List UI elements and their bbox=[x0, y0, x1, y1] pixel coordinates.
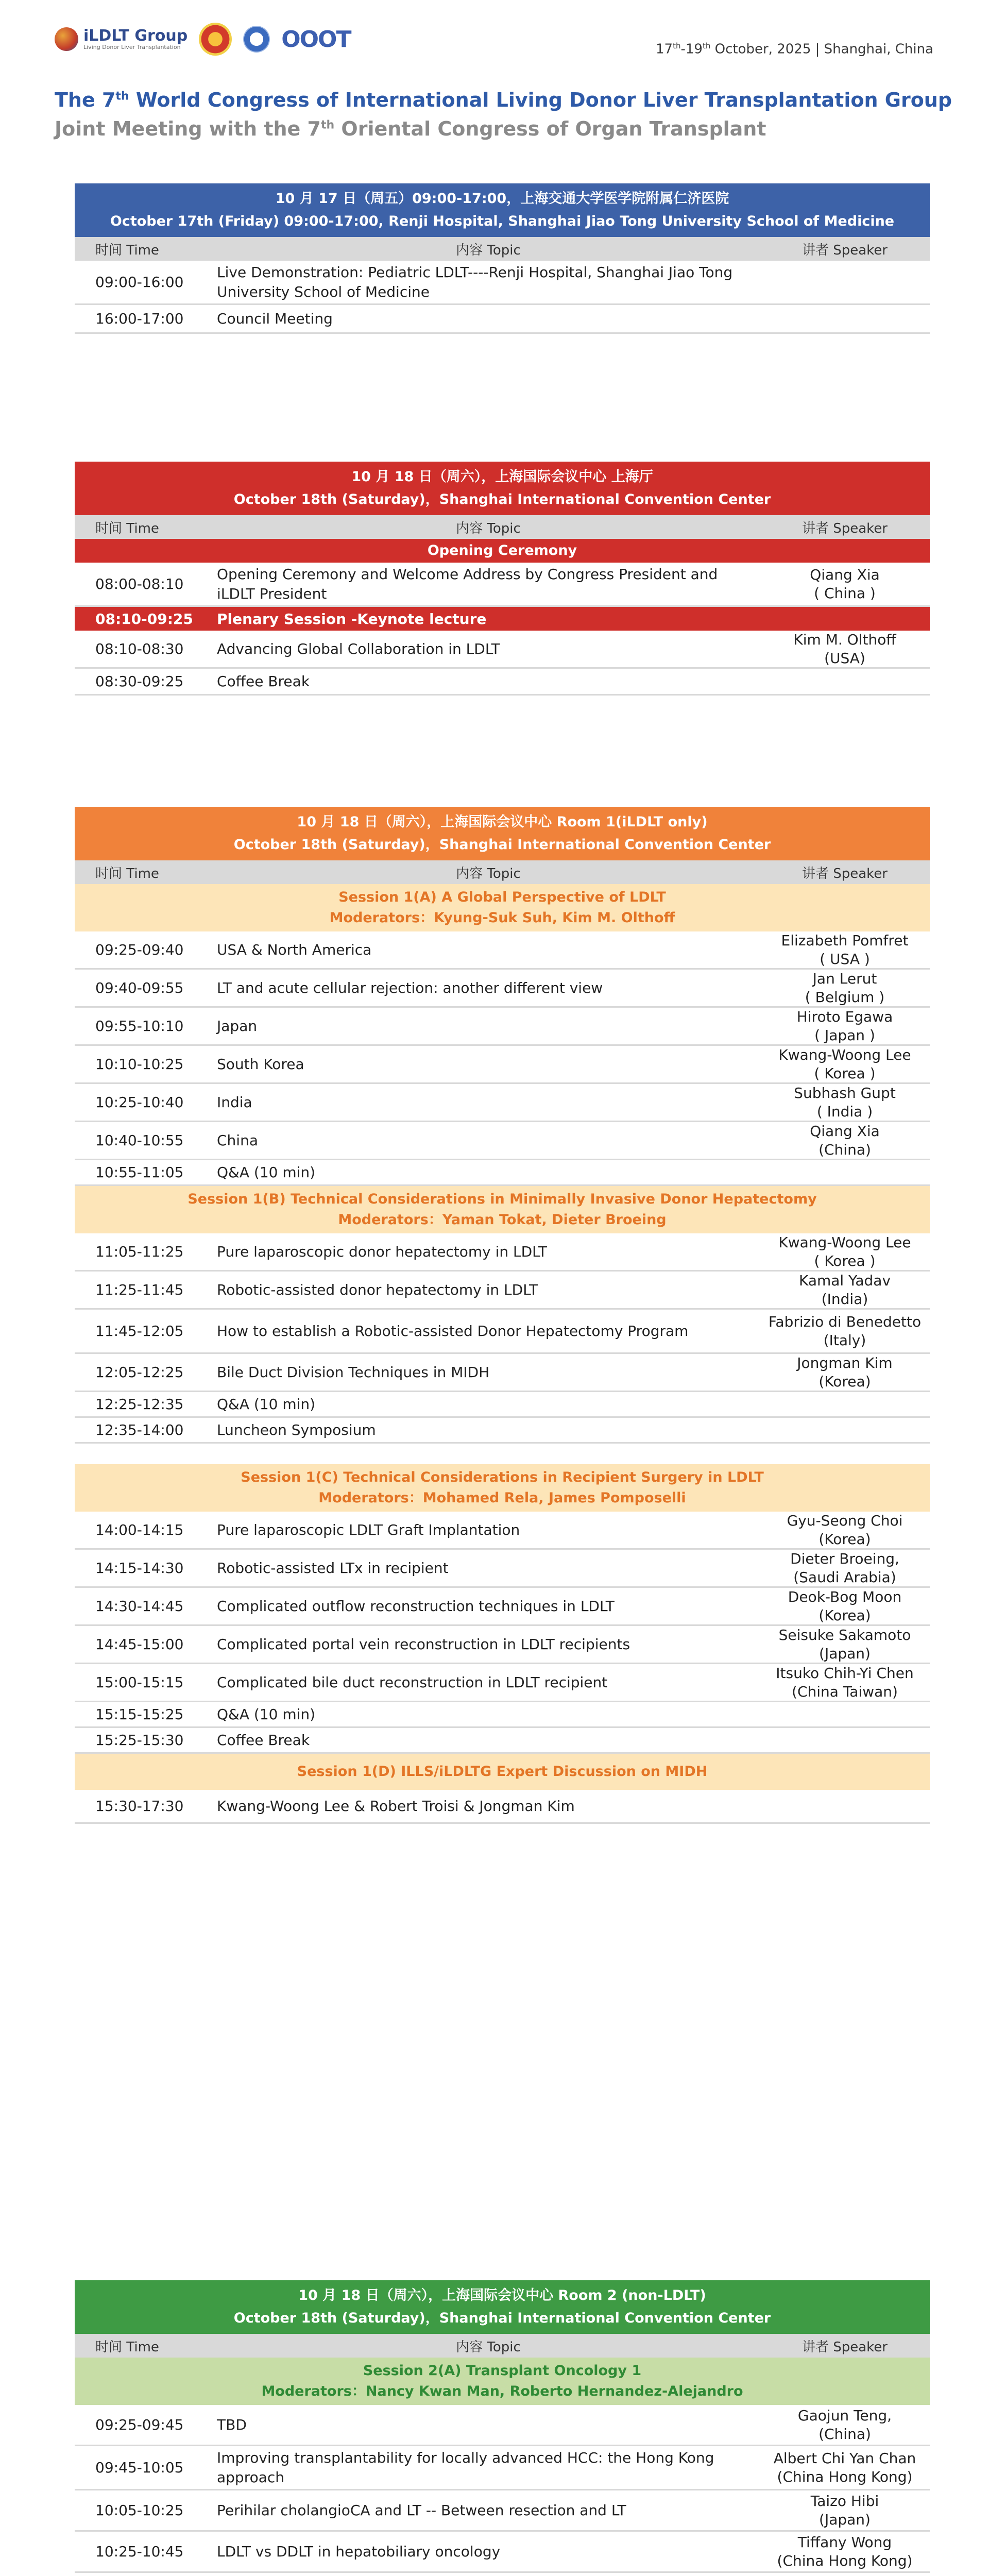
row-topic: USA & North America bbox=[217, 941, 372, 958]
row-speaker: Kim M. Olthoff (USA) bbox=[793, 631, 896, 667]
row-speaker: Jongman Kim (Korea) bbox=[797, 1354, 893, 1390]
row-topic: South Korea bbox=[217, 1055, 304, 1073]
row-topic: Improving transplantability for locally advanced HCC: the Hong Kong approach bbox=[217, 2449, 714, 2486]
schedule-row bbox=[75, 631, 930, 669]
day-header bbox=[75, 2280, 930, 2334]
column-topic: 内容 Topic bbox=[456, 242, 521, 258]
schedule-row bbox=[75, 2446, 930, 2490]
row-speaker: Kwang-Woong Lee ( Korea ) bbox=[778, 1233, 911, 1269]
row-topic: Bile Duct Division Techniques in MIDH bbox=[217, 1363, 490, 1381]
row-time: 09:25-09:45 bbox=[95, 2416, 184, 2433]
column-header bbox=[75, 860, 930, 884]
schedule-row bbox=[75, 1588, 930, 1626]
row-speaker: Subhash Gupt ( India ) bbox=[794, 1084, 896, 1120]
ildlt-logo-name: iLDLT Group bbox=[83, 26, 188, 45]
row-time: 10:55-11:05 bbox=[95, 1164, 184, 1181]
row-time: 11:25-11:45 bbox=[95, 1281, 184, 1298]
row-speaker: Albert Chi Yan Chan (China Hong Kong) bbox=[773, 2449, 916, 2485]
day-header-cn: 10 月 18 日（周六），上海国际会议中心 上海厅 bbox=[351, 469, 653, 485]
row-time: 10:25-10:45 bbox=[95, 2543, 184, 2560]
row-time: 15:15-15:25 bbox=[95, 1706, 184, 1723]
schedule-row bbox=[75, 1728, 930, 1754]
schedule-row bbox=[75, 563, 930, 607]
schedule-row bbox=[75, 1233, 930, 1272]
day-header bbox=[75, 183, 930, 237]
row-topic: Robotic-assisted LTx in recipient bbox=[217, 1559, 449, 1577]
session-title: Session 1(C) Technical Considerations in Recipient Surgery in LDLT bbox=[241, 1469, 764, 1485]
session-header bbox=[75, 1186, 930, 1233]
session-header bbox=[75, 2358, 930, 2405]
day-header-cn: 10 月 18 日（周六），上海国际会议中心 Room 1(iLDLT only) bbox=[297, 814, 708, 830]
row-speaker: Hiroto Egawa ( Japan ) bbox=[796, 1008, 893, 1044]
day-header-en: October 18th (Saturday)，Shanghai International Convention Center bbox=[233, 492, 771, 507]
schedule-row bbox=[75, 305, 930, 334]
section-gap bbox=[75, 1444, 930, 1464]
row-topic: Robotic-assisted donor hepatectomy in LDLT bbox=[217, 1281, 538, 1298]
row-topic: Japan bbox=[217, 1017, 258, 1035]
row-topic: Advancing Global Collaboration in LDLT bbox=[217, 640, 500, 657]
day-header bbox=[75, 462, 930, 515]
row-time: 15:25-15:30 bbox=[95, 1732, 184, 1749]
congress-subtitle: Joint Meeting with the 7th Oriental Congress of Organ Transplant bbox=[55, 117, 766, 140]
row-speaker: Jan Lerut ( Belgium ) bbox=[805, 970, 885, 1006]
schedule-row bbox=[75, 1418, 930, 1444]
schedule-row bbox=[75, 970, 930, 1008]
row-topic: LDLT vs DDLT in hepatobiliary oncology bbox=[217, 2543, 501, 2560]
ildlt-mark-icon bbox=[55, 27, 78, 51]
column-time: 时间 Time bbox=[95, 866, 159, 882]
schedule-row bbox=[75, 1272, 930, 1310]
schedule-block-3 bbox=[75, 807, 930, 1824]
row-time: 08:10-08:30 bbox=[95, 640, 184, 657]
row-topic: Q&A (10 min) bbox=[217, 1163, 316, 1181]
row-topic: How to establish a Robotic-assisted Donor Hepatectomy Program bbox=[217, 1322, 689, 1340]
row-topic: China bbox=[217, 1131, 258, 1149]
session-title: Session 1(A) A Global Perspective of LDLT bbox=[338, 889, 666, 905]
schedule-row bbox=[75, 2405, 930, 2446]
row-topic: Complicated portal vein reconstruction in LDLT recipients bbox=[217, 1635, 630, 1653]
row-time: 11:45-12:05 bbox=[95, 1323, 184, 1340]
ceremony-band: Opening Ceremony bbox=[75, 539, 930, 563]
row-speaker: Kamal Yadav (India) bbox=[798, 1272, 891, 1308]
row-topic: Plenary Session -Keynote lecture bbox=[217, 610, 487, 628]
row-speaker: Gyu-Seong Choi (Korea) bbox=[787, 1512, 903, 1548]
day-header-en: October 18th (Saturday)，Shanghai International Convention Center bbox=[233, 837, 771, 853]
day-header-cn: 10 月 17 日（周五）09:00-17:00，上海交通大学医学院附属仁济医院 bbox=[275, 191, 729, 207]
column-header bbox=[75, 515, 930, 539]
plenary-row bbox=[75, 607, 930, 631]
row-time: 12:05-12:25 bbox=[95, 1364, 184, 1381]
day-header-en: October 18th (Saturday)，Shanghai International Convention Center bbox=[233, 2310, 771, 2326]
event-dateline: 17th-19th October, 2025 | Shanghai, China bbox=[656, 41, 933, 57]
schedule-row bbox=[75, 1392, 930, 1418]
row-time: 08:10-09:25 bbox=[95, 610, 193, 628]
schedule-row bbox=[75, 1550, 930, 1588]
row-time: 10:10-10:25 bbox=[95, 1056, 184, 1073]
schedule-row bbox=[75, 931, 930, 970]
schedule-row bbox=[75, 2532, 930, 2573]
session-header bbox=[75, 1754, 930, 1790]
schedule-block-2 bbox=[75, 462, 930, 696]
schedule-row bbox=[75, 1702, 930, 1728]
column-speaker: 讲者 Speaker bbox=[802, 520, 888, 536]
column-time: 时间 Time bbox=[95, 520, 159, 536]
row-topic: Q&A (10 min) bbox=[217, 1395, 316, 1413]
day-header-cn: 10 月 18 日（周六），上海国际会议中心 Room 2 (non-LDLT) bbox=[298, 2287, 706, 2303]
row-time: 08:30-09:25 bbox=[95, 673, 184, 690]
row-topic: LT and acute cellular rejection: another different view bbox=[217, 979, 603, 996]
row-time: 14:00-14:15 bbox=[95, 1521, 184, 1538]
row-time: 11:05-11:25 bbox=[95, 1243, 184, 1260]
row-topic: Q&A (10 min) bbox=[217, 1705, 316, 1723]
row-topic: Perihilar cholangioCA and LT -- Between resection and LT bbox=[217, 2501, 626, 2519]
row-time: 09:55-10:10 bbox=[95, 1018, 184, 1035]
row-time: 16:00-17:00 bbox=[95, 310, 184, 327]
schedule-row bbox=[75, 1084, 930, 1122]
schedule-row bbox=[75, 1664, 930, 1702]
row-topic: Council Meeting bbox=[217, 310, 333, 327]
column-speaker: 讲者 Speaker bbox=[802, 866, 888, 882]
row-time: 10:05-10:25 bbox=[95, 2502, 184, 2519]
row-time: 15:30-17:30 bbox=[95, 1798, 184, 1815]
row-speaker: Gaojun Teng, (China) bbox=[797, 2406, 892, 2443]
day-header-en: October 17th (Friday) 09:00-17:00, Renji Hospital, Shanghai Jiao Tong University School of Medicine bbox=[110, 213, 895, 229]
column-header bbox=[75, 237, 930, 261]
row-topic: Luncheon Symposium bbox=[217, 1421, 376, 1438]
schedule-row bbox=[75, 1046, 930, 1084]
row-speaker: Tiffany Wong (China Hong Kong) bbox=[777, 2533, 913, 2569]
row-topic: Coffee Break bbox=[217, 1731, 310, 1749]
session-moderators: Moderators：Nancy Kwan Man, Roberto Hernandez-Alejandro bbox=[261, 2383, 743, 2399]
row-topic: India bbox=[217, 1093, 252, 1111]
day-header bbox=[75, 807, 930, 860]
schedule-row bbox=[75, 1008, 930, 1046]
row-topic: Pure laparoscopic LDLT Graft Implantation bbox=[217, 1521, 520, 1538]
schedule-row bbox=[75, 1354, 930, 1392]
row-time: 12:35-14:00 bbox=[95, 1421, 184, 1438]
column-speaker: 讲者 Speaker bbox=[802, 242, 888, 258]
row-speaker: Fabrizio di Benedetto (Italy) bbox=[768, 1313, 922, 1349]
row-speaker: Dieter Broeing, (Saudi Arabia) bbox=[790, 1550, 899, 1586]
row-time: 09:40-09:55 bbox=[95, 979, 184, 996]
session-title: Session 1(B) Technical Considerations in Minimally Invasive Donor Hepatectomy bbox=[187, 1191, 817, 1207]
row-speaker: Qiang Xia ( China ) bbox=[810, 566, 880, 602]
ildlt-logo-sub: Living Donor Liver Transplantation bbox=[83, 43, 181, 50]
ooot-logo: OOOT bbox=[281, 26, 351, 53]
session-header bbox=[75, 884, 930, 931]
session-moderators: Moderators：Mohamed Rela, James Pomposelli bbox=[318, 1490, 686, 1506]
row-topic: Live Demonstration: Pediatric LDLT----Renji Hospital, Shanghai Jiao Tong University School of Medicine bbox=[217, 263, 733, 300]
schedule-block-4 bbox=[75, 2280, 930, 2576]
row-topic: Complicated outflow reconstruction techniques in LDLT bbox=[217, 1597, 615, 1615]
column-topic: 内容 Topic bbox=[456, 2339, 521, 2355]
schedule-row bbox=[75, 1626, 930, 1664]
row-topic: TBD bbox=[217, 2416, 247, 2433]
row-time: 08:00-08:10 bbox=[95, 575, 184, 592]
column-time: 时间 Time bbox=[95, 242, 159, 258]
row-speaker: Itsuko Chih-Yi Chen (China Taiwan) bbox=[776, 1664, 914, 1700]
session-title: Session 1(D) ILLS/iLDLTG Expert Discussion on MIDH bbox=[297, 1764, 708, 1780]
column-topic: 内容 Topic bbox=[456, 866, 521, 882]
row-time: 15:00-15:15 bbox=[95, 1674, 184, 1691]
row-time: 12:25-12:35 bbox=[95, 1396, 184, 1413]
session-moderators: Moderators：Yaman Tokat, Dieter Broeing bbox=[338, 1212, 667, 1228]
society-badge-icon bbox=[199, 23, 232, 56]
column-time: 时间 Time bbox=[95, 2339, 159, 2355]
schedule-row bbox=[75, 261, 930, 305]
row-time: 14:30-14:45 bbox=[95, 1598, 184, 1615]
row-time: 14:15-14:30 bbox=[95, 1560, 184, 1577]
schedule-row bbox=[75, 1790, 930, 1824]
row-topic: Opening Ceremony and Welcome Address by Congress President and iLDLT President bbox=[217, 565, 718, 602]
session-moderators: Moderators：Kyung-Suk Suh, Kim M. Olthoff bbox=[329, 910, 675, 926]
column-header bbox=[75, 2334, 930, 2358]
logo-strip bbox=[55, 23, 350, 56]
schedule-row bbox=[75, 1310, 930, 1354]
row-time: 09:00-16:00 bbox=[95, 274, 184, 291]
row-topic: Coffee Break bbox=[217, 672, 310, 690]
row-time: 10:25-10:40 bbox=[95, 1094, 184, 1111]
session-title: Session 2(A) Transplant Oncology 1 bbox=[363, 2363, 642, 2379]
row-topic: Pure laparoscopic donor hepatectomy in LDLT bbox=[217, 1243, 548, 1260]
schedule-row bbox=[75, 1160, 930, 1186]
column-speaker: 讲者 Speaker bbox=[802, 2339, 888, 2355]
row-speaker: Seisuke Sakamoto (Japan) bbox=[778, 1626, 911, 1662]
row-time: 14:45-15:00 bbox=[95, 1636, 184, 1653]
schedule-row bbox=[75, 1122, 930, 1160]
schedule-row bbox=[75, 669, 930, 696]
column-topic: 内容 Topic bbox=[456, 520, 521, 536]
schedule-row bbox=[75, 1512, 930, 1550]
row-speaker: Taizo Hibi (Japan) bbox=[810, 2492, 879, 2528]
page-header bbox=[0, 0, 989, 58]
row-time: 09:45-10:05 bbox=[95, 2459, 184, 2476]
row-speaker: Kwang-Woong Lee ( Korea ) bbox=[778, 1046, 911, 1082]
row-time: 09:25-09:40 bbox=[95, 941, 184, 958]
ildlt-logo bbox=[55, 27, 187, 51]
association-seal-icon bbox=[243, 26, 270, 53]
schedule-row bbox=[75, 2490, 930, 2532]
row-speaker: Qiang Xia (China) bbox=[810, 1122, 880, 1158]
row-topic: Kwang-Woong Lee & Robert Troisi & Jongman Kim bbox=[217, 1797, 575, 1815]
schedule-row bbox=[75, 2573, 930, 2576]
row-topic: Complicated bile duct reconstruction in LDLT recipient bbox=[217, 1673, 608, 1691]
row-time: 10:40-10:55 bbox=[95, 1132, 184, 1149]
row-speaker: Elizabeth Pomfret ( USA ) bbox=[781, 931, 909, 968]
schedule-block-1 bbox=[75, 183, 930, 334]
session-header bbox=[75, 1464, 930, 1512]
row-speaker: Deok-Bog Moon (Korea) bbox=[788, 1588, 902, 1624]
congress-title: The 7th World Congress of International Living Donor Liver Transplantation Group bbox=[55, 89, 952, 111]
